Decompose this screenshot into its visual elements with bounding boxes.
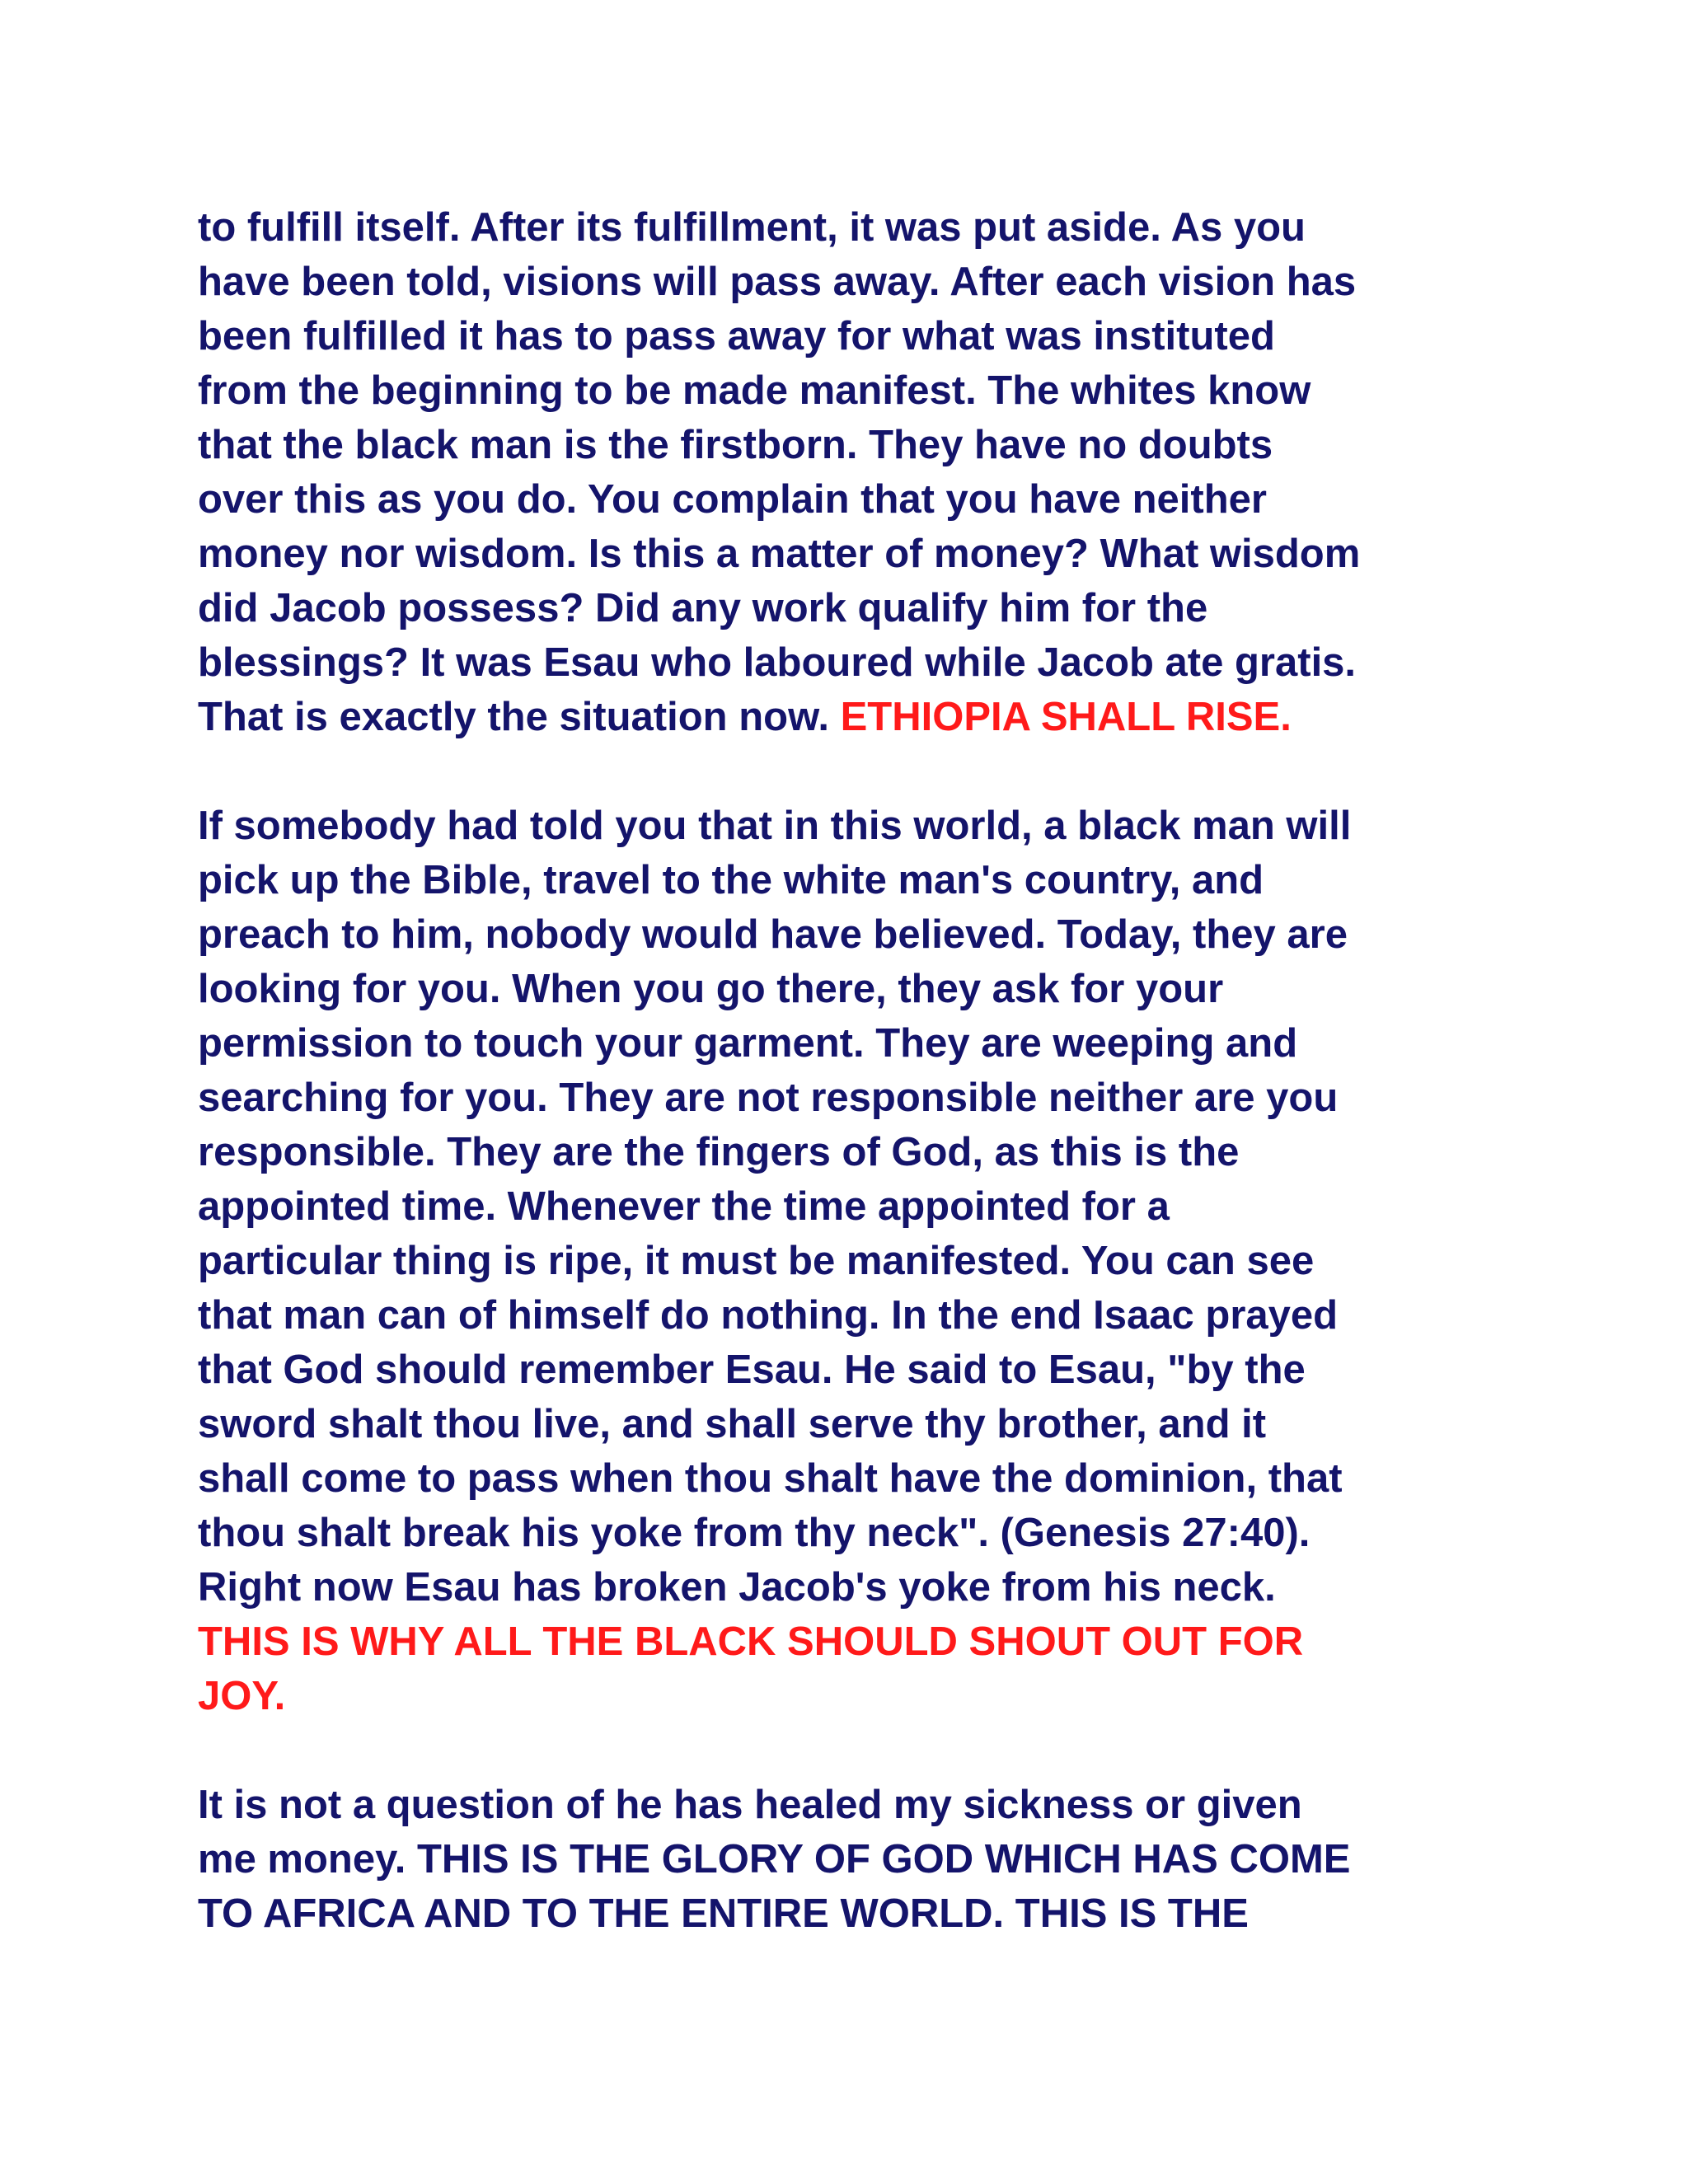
text-line [198, 1397, 1550, 1451]
text-line [198, 363, 1550, 418]
text-line [198, 1506, 1550, 1560]
line-text: been fulfilled it has to pass away for what was instituted [198, 314, 1275, 359]
text-line [198, 1615, 1550, 1669]
line-text: from the beginning to be made manifest. The whites know [198, 368, 1311, 413]
text-line [198, 1669, 1550, 1723]
paragraph-1 [198, 200, 1550, 744]
line-text: Right now Esau has broken Jacob's yoke from his neck. [198, 1565, 1276, 1610]
line-text: looking for you. When you go there, they ask for your [198, 967, 1224, 1011]
line-text: blessings? It was Esau who laboured while Jacob ate gratis. [198, 640, 1357, 685]
line-text: pick up the Bible, travel to the white man's country, and [198, 858, 1264, 902]
line-text: appointed time. Whenever the time appointed for a [198, 1184, 1170, 1229]
highlight-text: JOY. [198, 1674, 286, 1718]
line-text: over this as you do. You complain that you have neither [198, 477, 1267, 522]
line-text: to fulfill itself. After its fulfillment, it was put aside. As you [198, 205, 1306, 250]
line-text: shall come to pass when thou shalt have the dominion, that [198, 1456, 1343, 1501]
line-text: preach to him, nobody would have believed. Today, they are [198, 912, 1348, 957]
text-line [198, 1343, 1550, 1397]
line-text: that the black man is the firstborn. They have no doubts [198, 423, 1273, 467]
text-line [198, 1016, 1550, 1071]
text-line [198, 1234, 1550, 1288]
line-text: If somebody had told you that in this world, a black man will [198, 804, 1352, 848]
line-text: that man can of himself do nothing. In the end Isaac prayed [198, 1293, 1339, 1338]
text-line [198, 1778, 1550, 1832]
text-line [198, 853, 1550, 907]
text-line [198, 1886, 1550, 1941]
text-line [198, 472, 1550, 527]
text-line [198, 799, 1550, 853]
line-text: particular thing is ripe, it must be manifested. You can see [198, 1239, 1315, 1283]
text-line [198, 527, 1550, 581]
text-line [198, 1832, 1550, 1886]
text-line [198, 418, 1550, 472]
line-text: thou shalt break his yoke from thy neck". (Genesis 27:40). [198, 1511, 1311, 1555]
text-line [198, 581, 1550, 635]
line-text: that God should remember Esau. He said to Esau, "by the [198, 1347, 1306, 1392]
text-line [198, 635, 1550, 690]
text-line [198, 690, 1550, 744]
text-line [198, 1451, 1550, 1506]
line-text: responsible. They are the fingers of God, as this is the [198, 1130, 1240, 1174]
line-text: permission to touch your garment. They are weeping and [198, 1021, 1298, 1066]
text-line [198, 962, 1550, 1016]
text-line [198, 1560, 1550, 1615]
line-text: TO AFRICA AND TO THE ENTIRE WORLD. THIS IS THE [198, 1891, 1249, 1936]
text-line [198, 907, 1550, 962]
text-line [198, 200, 1550, 255]
line-text: me money. THIS IS THE GLORY OF GOD WHICH HAS COME [198, 1837, 1351, 1882]
highlight-text: THIS IS WHY ALL THE BLACK SHOULD SHOUT OUT FOR [198, 1619, 1304, 1664]
line-text: did Jacob possess? Did any work qualify him for the [198, 586, 1208, 630]
paragraph-2 [198, 799, 1550, 1723]
text-line [198, 1288, 1550, 1343]
line-text: have been told, visions will pass away. After each vision has [198, 260, 1357, 304]
text-line [198, 255, 1550, 309]
paragraph-3 [198, 1778, 1550, 1941]
line-text: money nor wisdom. Is this a matter of money? What wisdom [198, 532, 1361, 576]
highlight-text: ETHIOPIA SHALL RISE. [840, 695, 1292, 739]
line-text: searching for you. They are not responsible neither are you [198, 1076, 1339, 1120]
text-line [198, 1071, 1550, 1125]
line-text: sword shalt thou live, and shall serve thy brother, and it [198, 1402, 1267, 1446]
text-line [198, 1125, 1550, 1179]
text-line [198, 309, 1550, 363]
line-text: It is not a question of he has healed my sickness or given [198, 1783, 1302, 1827]
line-text: That is exactly the situation now. [198, 695, 841, 739]
text-line [198, 1179, 1550, 1234]
